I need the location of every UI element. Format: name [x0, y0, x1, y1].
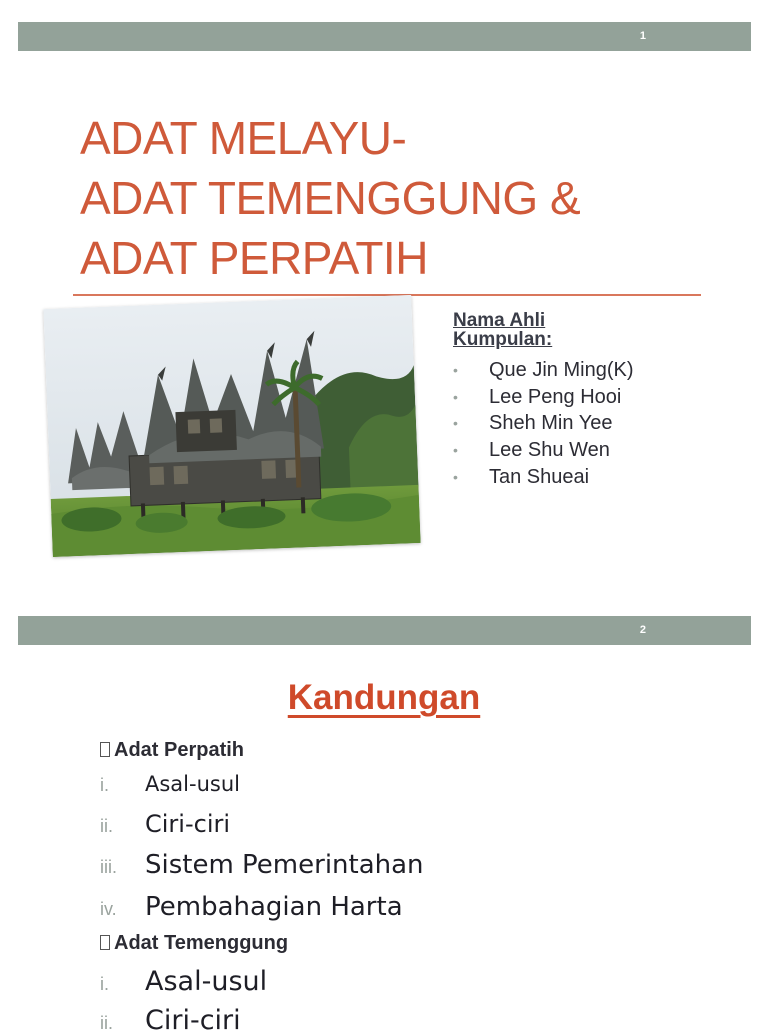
- member-name: Lee Shu Wen: [489, 439, 610, 462]
- member-name: Sheh Min Yee: [489, 412, 613, 435]
- members-heading: [453, 311, 733, 349]
- title-line: ADAT MELAYU-: [80, 112, 407, 164]
- slide-number: 1: [639, 30, 646, 42]
- member-name: Lee Peng Hooi: [489, 385, 622, 408]
- member-item: [453, 410, 733, 437]
- contents-section-heading: [100, 932, 288, 955]
- member-name: Que Jin Ming(K): [489, 359, 634, 381]
- section-label: Adat Temenggung: [114, 932, 289, 954]
- contents-item: [100, 810, 230, 838]
- member-item: [453, 464, 733, 491]
- bullet-icon: •: [453, 468, 458, 485]
- member-name: Tan Shueai: [489, 465, 590, 488]
- item-numeral: ii.: [100, 1013, 113, 1033]
- item-numeral: ii.: [100, 816, 113, 836]
- members-heading-line: Kumpulan:: [453, 329, 553, 350]
- item-text: Ciri-ciri: [145, 1005, 241, 1036]
- group-members: [453, 311, 733, 491]
- contents-item: [100, 966, 267, 997]
- checkbox-glyph-icon: [100, 742, 110, 757]
- bullet-icon: •: [453, 442, 458, 459]
- contents-item: [100, 850, 424, 880]
- slide-header-bar: [18, 22, 751, 51]
- members-heading-line: Nama Ahli: [453, 310, 546, 331]
- item-text: Pembahagian Harta: [145, 892, 403, 922]
- checkbox-glyph-icon: [100, 935, 110, 950]
- member-item: [453, 357, 733, 384]
- item-text: Ciri-ciri: [145, 810, 231, 838]
- member-item: [453, 437, 733, 464]
- contents-item: [100, 1005, 241, 1036]
- title-divider: [398, 294, 701, 296]
- bullet-icon: •: [453, 388, 458, 405]
- section-label: Adat Perpatih: [114, 739, 245, 761]
- item-text: Asal-usul: [145, 966, 268, 997]
- bullet-icon: •: [453, 415, 458, 432]
- contents-item: [100, 892, 403, 922]
- item-text: Sistem Pemerintahan: [145, 850, 424, 880]
- item-text: Asal-usul: [145, 772, 240, 796]
- item-numeral: i.: [100, 775, 109, 795]
- slide-number: 2: [639, 624, 646, 636]
- slide-title: [80, 108, 580, 288]
- contents-section-heading: [100, 739, 244, 762]
- item-numeral: iv.: [100, 899, 117, 919]
- rumah-gadang-photo: [43, 295, 420, 557]
- member-item: [453, 384, 733, 411]
- item-numeral: i.: [100, 974, 109, 994]
- contents-item: [100, 772, 240, 796]
- contents-title: Kandungan: [287, 678, 481, 717]
- title-divider: [73, 294, 403, 296]
- title-line: ADAT TEMENGGUNG &: [80, 172, 581, 224]
- bullet-icon: •: [453, 362, 458, 378]
- slide-header-bar: [18, 616, 751, 645]
- item-numeral: iii.: [100, 857, 117, 877]
- members-list: [453, 357, 733, 491]
- title-line: ADAT PERPATIH: [80, 232, 428, 284]
